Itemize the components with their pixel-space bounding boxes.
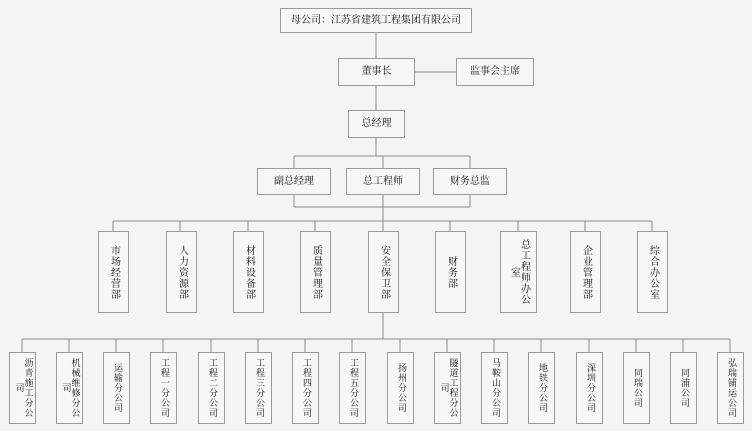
node-label: 弘瑞铺运公司 — [726, 358, 736, 418]
node-label: 工程五分公司 — [348, 358, 358, 418]
node-label: 企业管理部 — [580, 244, 592, 300]
node-label: 工程四分公司 — [301, 358, 311, 418]
node-chairman[interactable] — [338, 58, 415, 86]
node-branch-engineering-2[interactable] — [198, 352, 225, 424]
node-label: 财务总监 — [450, 175, 490, 187]
node-label: 人力资源部 — [176, 244, 188, 300]
node-chief-engineer[interactable] — [346, 168, 420, 195]
node-label: 总工程师 — [363, 175, 403, 187]
node-branch-hongrui-paving[interactable] — [717, 352, 744, 424]
node-label: 机械维修分公司 — [60, 358, 80, 418]
node-dept-finance[interactable] — [435, 231, 466, 313]
node-branch-engineering-3[interactable] — [245, 352, 272, 424]
node-label: 地铁分公司 — [537, 363, 547, 413]
node-label: 运输分公司 — [112, 363, 122, 413]
node-label: 总工程师办公室 — [508, 239, 530, 305]
node-branch-engineering-1[interactable] — [150, 352, 177, 424]
node-dept-safety[interactable] — [368, 231, 399, 313]
node-dept-hr[interactable] — [166, 231, 197, 313]
node-dept-enterprise-management[interactable] — [570, 231, 601, 313]
node-label: 工程一分公司 — [159, 358, 169, 418]
node-label: 监事会主席 — [470, 66, 520, 78]
node-label: 财务部 — [445, 255, 457, 289]
node-label: 副总经理 — [274, 175, 314, 187]
node-branch-metro[interactable] — [528, 352, 555, 424]
node-label: 董事长 — [361, 66, 392, 78]
node-branch-asphalt[interactable] — [9, 352, 36, 424]
node-branch-shenzhen[interactable] — [576, 352, 603, 424]
node-supervisor-chair[interactable] — [456, 58, 534, 86]
node-label: 材料设备部 — [243, 244, 255, 300]
node-label: 质量管理部 — [310, 244, 322, 300]
node-branch-yangzhou[interactable] — [387, 352, 414, 424]
node-label: 同浦公司 — [679, 368, 689, 408]
node-dept-materials[interactable] — [233, 231, 264, 313]
node-label: 扬州分公司 — [396, 363, 406, 413]
node-general-manager[interactable] — [348, 110, 405, 138]
node-label: 同瑞公司 — [632, 368, 642, 408]
node-label: 沥青施工分公司 — [13, 358, 33, 418]
node-branch-engineering-4[interactable] — [292, 352, 319, 424]
node-label: 工程二分公司 — [207, 358, 217, 418]
node-dept-chief-engineer-office[interactable] — [500, 231, 537, 313]
node-label: 母公司：江苏省建筑工程集团有限公司 — [291, 14, 461, 26]
node-label: 安全保卫部 — [378, 244, 390, 300]
node-label: 综合办公室 — [647, 244, 659, 300]
node-branch-tunnel[interactable] — [434, 352, 461, 424]
node-dept-general-office[interactable] — [637, 231, 668, 313]
node-dept-market[interactable] — [98, 231, 129, 313]
node-label: 工程三分公司 — [254, 358, 264, 418]
node-deputy-gm[interactable] — [257, 168, 331, 195]
node-branch-machinery-repair[interactable] — [56, 352, 83, 424]
node-branch-transport[interactable] — [103, 352, 130, 424]
node-branch-maanshan[interactable] — [481, 352, 508, 424]
node-label: 市场经营部 — [108, 244, 120, 300]
node-root[interactable] — [280, 8, 472, 33]
node-branch-engineering-5[interactable] — [339, 352, 366, 424]
node-branch-tongpu[interactable] — [670, 352, 697, 424]
node-label: 隧道工程分公司 — [438, 358, 458, 418]
node-branch-tongrui[interactable] — [623, 352, 650, 424]
node-finance-director[interactable] — [433, 168, 507, 195]
node-label: 深圳分公司 — [585, 363, 595, 413]
node-label: 马鞍山分公司 — [490, 358, 500, 418]
node-label: 总经理 — [361, 118, 392, 130]
node-dept-quality[interactable] — [300, 231, 331, 313]
